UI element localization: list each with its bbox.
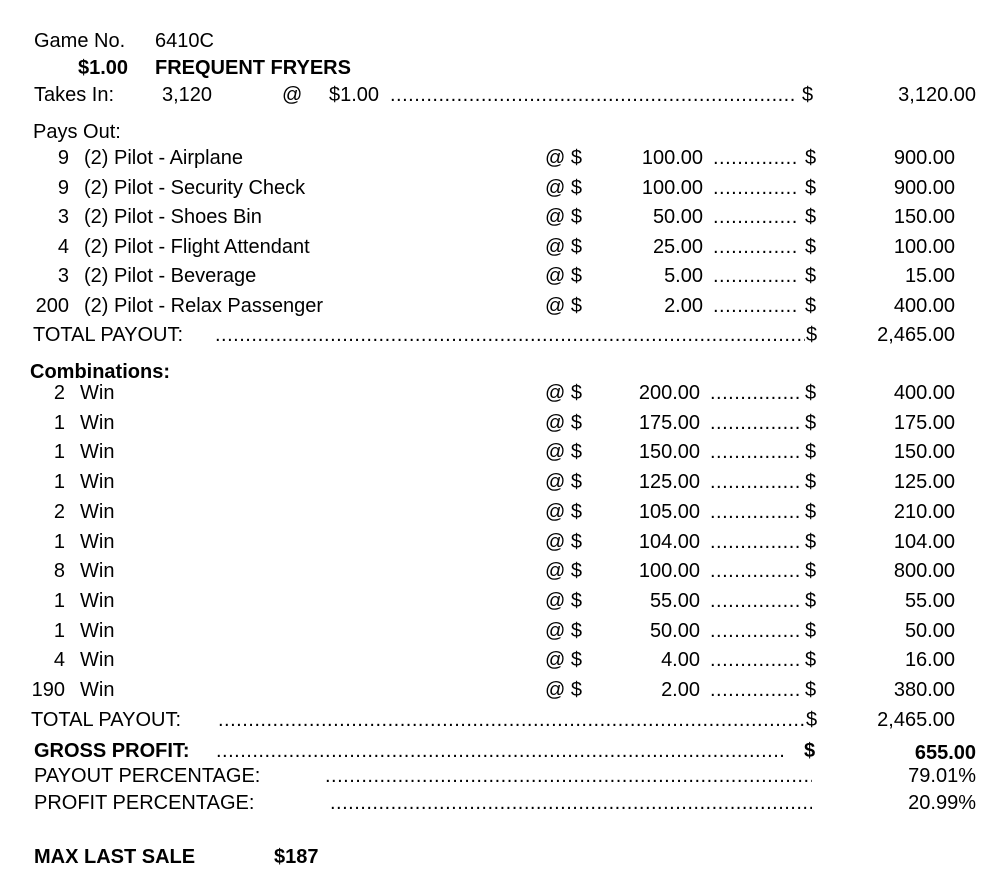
leader-dots	[710, 383, 799, 403]
combination-row-price: 55.00	[649, 589, 700, 612]
leader-dots	[713, 148, 799, 168]
combination-row-dollar: $	[805, 530, 817, 553]
leader-dots	[710, 680, 799, 700]
combination-row-price: 50.00	[649, 619, 700, 642]
leader-dots	[713, 296, 799, 316]
payout-row-price: 50.00	[652, 206, 703, 228]
payout-row-qty: 3	[57, 265, 69, 287]
payout-row-desc: (2) Pilot - Relax Passenger	[84, 294, 323, 317]
payout-row-total: 150.00	[893, 206, 955, 228]
combination-row-desc: Win	[80, 649, 115, 672]
combinations-total-label: TOTAL PAYOUT:	[31, 709, 182, 731]
payout-row-qty: 9	[57, 147, 69, 169]
combination-row-total: 210.00	[893, 500, 955, 523]
combination-row-total: 150.00	[893, 441, 955, 464]
combination-row-total: 125.00	[893, 471, 955, 494]
combination-row-desc: Win	[80, 411, 115, 434]
combinations-label: Combinations:	[30, 361, 170, 383]
payout-row-desc: (2) Pilot - Security Check	[84, 176, 306, 199]
combination-row-desc: Win	[80, 679, 115, 701]
leader-dots	[713, 237, 799, 257]
combination-row-qty: 190	[31, 679, 65, 701]
payout-row-dollar: $	[805, 294, 817, 317]
combination-row-desc: Win	[80, 471, 115, 494]
combination-row-price: 100.00	[638, 560, 700, 583]
gross-profit-value: 655.00	[914, 742, 976, 764]
pays-out-total-label: TOTAL PAYOUT:	[33, 324, 184, 346]
leader-dots	[710, 442, 799, 462]
combination-row-qty: 1	[53, 411, 65, 434]
leader-dots	[710, 502, 799, 522]
profit-percentage: 20.99%	[908, 792, 976, 814]
takes-in-price: $1.00	[329, 84, 380, 106]
payout-row-qty: 4	[57, 235, 69, 258]
combination-row-at: @ $	[545, 649, 582, 672]
payout-row-dollar: $	[805, 265, 817, 287]
payout-row-at: @ $	[545, 294, 582, 317]
combination-row-dollar: $	[805, 649, 817, 672]
combination-row-qty: 4	[53, 649, 65, 672]
combination-row-desc: Win	[80, 560, 115, 583]
leader-dots	[215, 325, 805, 345]
pays-out-total: 2,465.00	[877, 324, 955, 346]
payout-row-total: 100.00	[893, 235, 955, 258]
combination-row-at: @ $	[545, 382, 582, 404]
payout-row-at: @ $	[545, 176, 582, 199]
combination-row-dollar: $	[805, 382, 817, 404]
leader-dots	[713, 178, 799, 198]
combinations-total-dollar: $	[806, 709, 818, 731]
payout-percentage: 79.01%	[908, 765, 976, 787]
payout-row-qty: 9	[57, 176, 69, 199]
profit-percentage-label: PROFIT PERCENTAGE:	[34, 792, 255, 814]
takes-in-qty: 3,120	[162, 84, 213, 106]
game-price: $1.00	[78, 57, 129, 79]
payout-row-price: 25.00	[652, 235, 703, 258]
combination-row-desc: Win	[80, 441, 115, 464]
payout-row-qty: 3	[57, 206, 69, 228]
payout-row-price: 5.00	[664, 265, 703, 287]
leader-dots	[710, 621, 799, 641]
payout-row-at: @ $	[545, 265, 582, 287]
leader-dots	[713, 266, 799, 286]
combination-row-total: 55.00	[904, 589, 955, 612]
leader-dots	[710, 413, 799, 433]
combination-row-qty: 1	[53, 619, 65, 642]
combination-row-dollar: $	[805, 411, 817, 434]
leader-dots	[710, 532, 799, 552]
combination-row-at: @ $	[545, 679, 582, 701]
payout-percentage-label: PAYOUT PERCENTAGE:	[34, 765, 261, 787]
combination-row-price: 4.00	[661, 649, 700, 672]
leader-dots	[390, 85, 796, 105]
leader-dots	[710, 472, 799, 492]
combination-row-total: 400.00	[893, 382, 955, 404]
payout-row-total: 15.00	[904, 265, 955, 287]
payout-row-dollar: $	[805, 235, 817, 258]
payout-row-total: 900.00	[893, 176, 955, 199]
combination-row-desc: Win	[80, 589, 115, 612]
combination-row-dollar: $	[805, 560, 817, 583]
payout-row-total: 900.00	[893, 147, 955, 169]
combination-row-price: 200.00	[638, 382, 700, 404]
payout-row-dollar: $	[805, 147, 817, 169]
combination-row-dollar: $	[805, 471, 817, 494]
game-number-label: Game No.	[34, 30, 126, 52]
combination-row-qty: 1	[53, 589, 65, 612]
leader-dots	[713, 207, 799, 227]
gross-profit-label: GROSS PROFIT:	[34, 740, 190, 762]
combination-row-at: @ $	[545, 441, 582, 464]
combination-row-at: @ $	[545, 560, 582, 583]
combination-row-price: 2.00	[661, 679, 700, 701]
combination-row-price: 175.00	[638, 411, 700, 434]
combination-row-at: @ $	[545, 500, 582, 523]
payout-row-price: 2.00	[664, 294, 703, 317]
combination-row-total: 380.00	[893, 679, 955, 701]
pays-out-total-dollar: $	[806, 324, 818, 346]
combination-row-dollar: $	[805, 500, 817, 523]
takes-in-dollar: $	[802, 84, 814, 106]
payout-row-total: 400.00	[893, 294, 955, 317]
combination-row-total: 800.00	[893, 560, 955, 583]
combination-row-dollar: $	[805, 679, 817, 701]
leader-dots	[710, 650, 799, 670]
combination-row-qty: 1	[53, 530, 65, 553]
payout-row-desc: (2) Pilot - Beverage	[84, 265, 257, 287]
game-name: FREQUENT FRYERS	[155, 57, 351, 79]
payout-row-dollar: $	[805, 176, 817, 199]
combination-row-price: 105.00	[638, 500, 700, 523]
payout-row-at: @ $	[545, 235, 582, 258]
max-last-sale-label: MAX LAST SALE	[34, 846, 196, 868]
combination-row-total: 104.00	[893, 530, 955, 553]
leader-dots	[216, 741, 784, 761]
combination-row-total: 175.00	[893, 411, 955, 434]
payout-row-desc: (2) Pilot - Flight Attendant	[84, 235, 310, 258]
combination-row-total: 16.00	[904, 649, 955, 672]
pays-out-label: Pays Out:	[33, 121, 121, 143]
combination-row-desc: Win	[80, 500, 115, 523]
leader-dots	[710, 591, 799, 611]
combination-row-qty: 1	[53, 441, 65, 464]
combination-row-desc: Win	[80, 382, 115, 404]
leader-dots	[218, 710, 805, 730]
combination-row-at: @ $	[545, 619, 582, 642]
takes-in-total: 3,120.00	[898, 84, 976, 106]
combination-row-price: 125.00	[638, 471, 700, 494]
leader-dots	[710, 561, 799, 581]
combination-row-qty: 1	[53, 471, 65, 494]
combination-row-at: @ $	[545, 411, 582, 434]
payout-row-desc: (2) Pilot - Airplane	[84, 147, 243, 169]
combination-row-dollar: $	[805, 619, 817, 642]
combinations-total: 2,465.00	[877, 709, 955, 731]
leader-dots	[325, 766, 812, 786]
combination-row-qty: 2	[53, 382, 65, 404]
combination-row-price: 150.00	[638, 441, 700, 464]
combination-row-qty: 2	[53, 500, 65, 523]
combination-row-total: 50.00	[904, 619, 955, 642]
max-last-sale-value: $187	[274, 846, 319, 868]
payout-row-dollar: $	[805, 206, 817, 228]
combination-row-at: @ $	[545, 589, 582, 612]
combination-row-at: @ $	[545, 471, 582, 494]
takes-in-at: @	[282, 84, 303, 106]
combination-row-at: @ $	[545, 530, 582, 553]
takes-in-label: Takes In:	[34, 84, 115, 106]
combination-row-dollar: $	[805, 441, 817, 464]
combination-row-qty: 8	[53, 560, 65, 583]
leader-dots	[330, 793, 812, 813]
payout-row-desc: (2) Pilot - Shoes Bin	[84, 206, 262, 228]
combination-row-desc: Win	[80, 530, 115, 553]
payout-row-price: 100.00	[641, 147, 703, 169]
combination-row-desc: Win	[80, 619, 115, 642]
payout-row-at: @ $	[545, 206, 582, 228]
combination-row-price: 104.00	[638, 530, 700, 553]
gross-profit-dollar: $	[804, 740, 816, 762]
game-number: 6410C	[155, 30, 214, 52]
payout-row-at: @ $	[545, 147, 582, 169]
payout-row-price: 100.00	[641, 176, 703, 199]
payout-row-qty: 200	[35, 294, 69, 317]
combination-row-dollar: $	[805, 589, 817, 612]
